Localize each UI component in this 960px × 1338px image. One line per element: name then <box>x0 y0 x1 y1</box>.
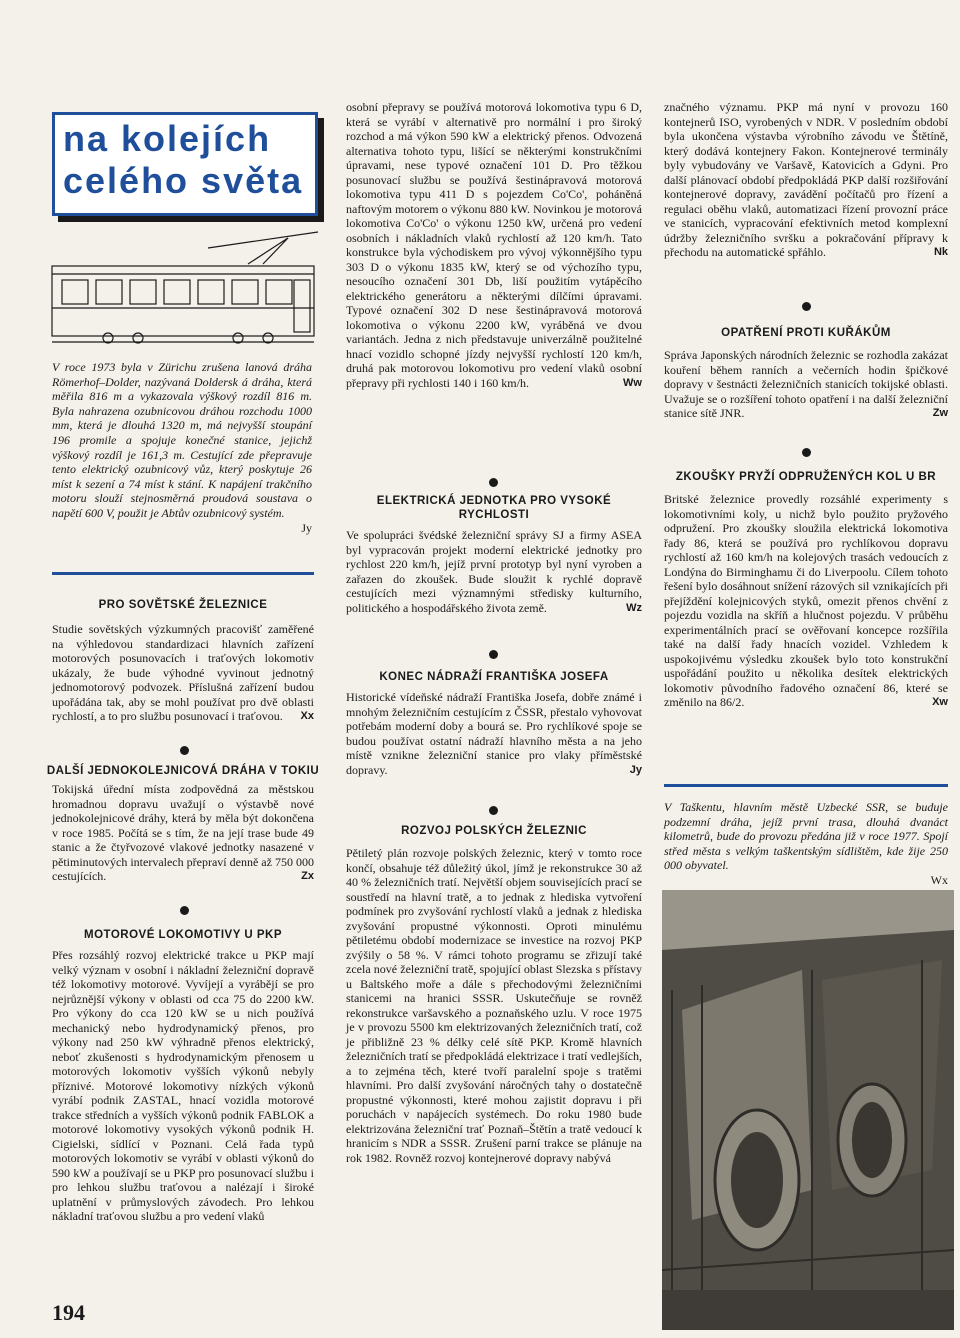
caption-zurich: V roce 1973 byla v Zürichu zrušena lanová dráha Römerhof–Dolder, nazývaná Doldersk á dráha, která měřila 816 m a vykazovala výškový rozdíl 816 m. Byla nahrazena ozubnicovou dráhou rozchodu 1000 mm, která je dlouhá 1320 m, má nejvyšší stoupání 196 promile a spojuje konečné stanice, jejichž výškový rozdíl je 161,3 m. Cestující zde přepravuje tento elektrický ozubnicový vůz, který poskytuje 26 míst k sezení a 74 míst k stání. K napájení trakčního motoru slouží stejnosměrná proudová soustava o napětí 600 V, použit je Abtův ozubnicový systém. Jy <box>52 360 312 535</box>
article-polske-cont: značného významu. PKP má nyní v provozu 160 kontejnerů ISO, vyrobených v NDR. V posledním období byla ukončena výstavba výrobního závodu ve Štětíně, který dodává kontejnery Fakon. Kontejnerové terminály byly vybudovány ve Varšavě, Katovicích a Gdyni. Pro další plánovací období předpokládá PKP další rozšiřování kontejnerové dopravy, zavádění počítačů pro řízení a regulaci oběhu vlaků, automatizaci řízení provozní práce ve stanicích, vypracování efektivních metod komplexní údržby železničního svršku a pokračování přípravy k přechodu na automatické spřáhlo. Nk <box>664 100 948 259</box>
article-frantiska: Historické vídeňské nádraží Františka Josefa, dobře známé i mnohým železničním cestujícím z ČSSR, přestalo vyhovovat potřebám moderní doby a bourá se. Pro rychlíkové spoje se budou používat ostatní nádraží hlavního města a na jeho místě vznikne železniční stanice pro vlaky příměstské dopravy. Jy <box>346 690 642 777</box>
title-line-2: celého světa <box>63 160 304 201</box>
heading-frantiska: KONEC NÁDRAŽÍ FRANTIŠKA JOSEFA <box>379 671 609 683</box>
article-jednotka: Ve spolupráci švédské železniční správy SJ a firmy ASEA byl vypracován projekt moderní elektrické jednotky pro rychlost 220 km/h, jejíž první prototyp byl nyní vyroben a zařazen do zkoušek. Bude sloužit k rychlé dopravě cestujících mezi významnými středisky kulturního, politického a hospodářského života země. Wz <box>346 528 642 615</box>
construction-photo <box>662 890 954 1330</box>
heading-kuraku: OPATŘENÍ PROTI KUŘÁKŮM <box>721 327 891 339</box>
title-line-1: na kolejích <box>63 118 272 159</box>
bullet <box>489 650 498 659</box>
article-pkp-motor-cont: osobní přepravy se používá motorová lokomotiva typu 6 D, která se vyrábí v alternativě pro normální i pro široký rozchod a má výkon 590 kW a elektrický přenos. Odvozená alternativa tohoto typu, lišící se některými konstrukčními úpravami, nese typové označení 101 D. Pro těžkou posunovací službu se používá šestinápravová motorová lokomotiva typu 411 D s pojezdem Co'Co', poháněná naftovým motorem o výkonu 880 kW. Novinkou je motorová lokomotiva Co'Co' o výkonu 1250 kW, určená pro vedení osobních i nákladních vlaků rychlostí až 120 km/h. Tato konstrukce byla východiskem pro vývoj výkonnějšího typu 303 D o výkonu 1835 kW, který se od výchozího typu, nesoucího označení 301 Db, liší použitím vytápěcího elektrického generátoru a některými dílčími úpravami. Typové označení 302 D nese šestinápravová motorová lokomotiva o výkonu 2200 kW, vyráběná ve dvou variantách. Jedna z nich představuje univerzálně použitelné hnací vozidlo schopné jízdy nejvyšší rychlostí 120 km/h, druhá pak motorovou lokomotivu pro vedení vlaků osobní přepravy při rychlosti 140 i 160 km/h. Ww <box>346 100 642 390</box>
article-tokio: Tokijská úřední místa zodpovědná za městskou hromadnou dopravu uvažují o výstavbě nové jednokolejnicové dráhy, která by měla být dokončena v roce 1985. Počítá se s tím, že na její trase bude 49 stanic a že čtyřvozové vlakové jednotky nasazené v pětiminutových intervalech přepraví denně až 750 000 cestujících. Zx <box>52 782 314 883</box>
heading-jednotka: ELEKTRICKÁ JEDNOTKA PRO VYSOKÉ RYCHLOSTI <box>376 495 612 521</box>
title-box <box>52 112 318 216</box>
heading-pryz: ZKOUŠKY PRYŽÍ ODPRUŽENÝCH KOL U BR <box>675 471 937 483</box>
tram-drawing <box>48 230 324 350</box>
bullet <box>802 302 811 311</box>
divider <box>664 784 948 787</box>
article-pkp-motor: Přes rozsáhlý rozvoj elektrické trakce u PKP mají velký význam v osobní i nákladní železniční dopravě též lokomotivy motorové. Vyvíjejí a vyrábějí se pro nejrůznější výkony v oblasti od cca 75 do 2200 kW. Pro výkony do cca 120 kW se u nich používá mechanický nebo hydrodynamický přenos, pro výkony nad 250 kW výhradně přenos elektrický, neboť zkušenosti s hydrodynamickým přenosem u motorových lokomotiv vyšších výkonů nebyly příznivé. Motorové lokomotivy nízkých výkonů vyrábí podnik ZASTAL, hnací vozidla motorové trakce středních a vyšších výkonů podnik FABLOK a motorové lokomotivy vysokých výkonů podnik H. Cigielski, sídlící v Poznani. Celá řada typů motorových lokomotiv se vyrábí v oblasti výkonů do 590 kW a používají se u PKP pro posunovací službu i pro lehkou službu traťovou a nalézají i široké uplatnění v průmyslových závodech. Pro lehkou nákladní traťovou službu a pro vedení vlaků <box>52 948 314 1223</box>
bullet <box>802 448 811 457</box>
page-number: 194 <box>52 1300 85 1325</box>
bullet <box>489 806 498 815</box>
heading-polske: ROZVOJ POLSKÝCH ŽELEZNIC <box>401 825 587 837</box>
article-sovietske: Studie sovětských výzkumných pracovišť zaměřené na výhledovou standardizaci hlavních zařízení motorových posunovacích i traťových lokomotiv ukázaly, že bude výhodné vyvinout jednotný jednomotorový podvozek. Příslušná zařízení budou upořádána tak, aby se mohl používat pro dvě oblasti rychlostí, a to pro službu posunovací i traťovou. Xx <box>52 622 314 723</box>
caption-taskent: V Taškentu, hlavním městě Uzbecké SSR, se buduje podzemní dráha, jejíž první trasa, dlouhá dvanáct kilometrů, bude do provozu předána již v roce 1977. Spojí střed města s velkým taškentským sídlištěm, kde žije 250 000 obyvatel. Wx <box>664 800 948 887</box>
article-kuraku: Správa Japonských národních železnic se rozhodla zakázat kouření během ranních a večerních hodin špičkové dopravy v šestnácti železničních stanicích tokijské oblasti. Uvažuje se o rozšíření tohoto opatření i na další železniční stanice sítě JNR. Zw <box>664 348 948 420</box>
heading-sovietske: PRO SOVĚTSKÉ ŽELEZNICE <box>98 599 268 611</box>
article-polske: Pětiletý plán rozvoje polských železnic, který v tomto roce končí, obsahuje též důležitý úkol, jímž je rekonstrukce 30 až 40 % železničních tratí. Největší objem souvisejících prací se soustředí na hlavní tratě, a to jednak z hlediska vytvoření podmínek pro zvyšování rychlostí vlaků a jednak z hlediska zvyšování propustné výkonnosti. Oproti minulému pětiletému období modernizace se investice na rozvoj PKP zvýšily o 58 %. V rámci tohoto programu se zřizují také zcela nové železniční tratě, spojující oblast Slezska s přístavy u Baltského moře a dále s přechodovými železničními stanicemi na hranici SSSR. Uskutečňuje se rovněž rekonstrukce varšavského a poznaňského uzlu. V roce 1975 je v provozu 5500 km elektrizovaných železničních tratí, což je přibližně 23 % délky celé sítě PKP. Kromě hlavních železničních tratí se předpokládá elektrizace i tratí vedlejších, a to zejména těch, které tvoří paralelní spoje s tratěmi hlavními. Pro další zvyšování náročných tahy o dostatečně propustné výkonnosti, které mohou zajistit dopravu i při poruchách v napájecích systémech. Do roku 1980 bude elektrizována železniční trať Poznaň–Štětín a tratě vedoucí k hranicím s NDR a SSSR. Zrušení parní trakce se plánuje na rok 1982. Rovněž rozvoj kontejnerové dopravy nabývá <box>346 846 642 1165</box>
heading-tokio: DALŠÍ JEDNOKOLEJNICOVÁ DRÁHA V TOKIU <box>46 765 320 777</box>
divider <box>52 572 314 575</box>
bullet <box>180 746 189 755</box>
article-pryz: Britské železnice provedly rozsáhlé experimenty s lokomotivními koly, u nichž bylo použito pryžového odpružení. Pro zkoušky sloužila elektrická lokomotiva řady 86, která se používá pro rychlíkovou dopravu rychlostí až 160 km/h na kolejových trasách vedoucích z Londýna do Birminghamu či do Liverpoolu. Cílem tohoto řešení bylo dosáhnout snížení rázových sil vznikajících při přejíždění kolejnicových styků, omezit přenos chvění z pojezdu vozidla na skříň a hlučnost pojezdu. V průběhu experimentálních prací se ověřovaní koncepce rozšířila také na další řady hnacích vozidel. Vzhledem k uspokojivému výsledku zkoušek bylo toto konstrukční uspořádání použito u několika desítek elektrických lokomotiv původního řadového označení 86, které se změnilo na 86/2. Xw <box>664 492 948 709</box>
bullet <box>489 478 498 487</box>
heading-pkp-motor: MOTOROVÉ LOKOMOTIVY U PKP <box>83 929 282 941</box>
bullet <box>180 906 189 915</box>
